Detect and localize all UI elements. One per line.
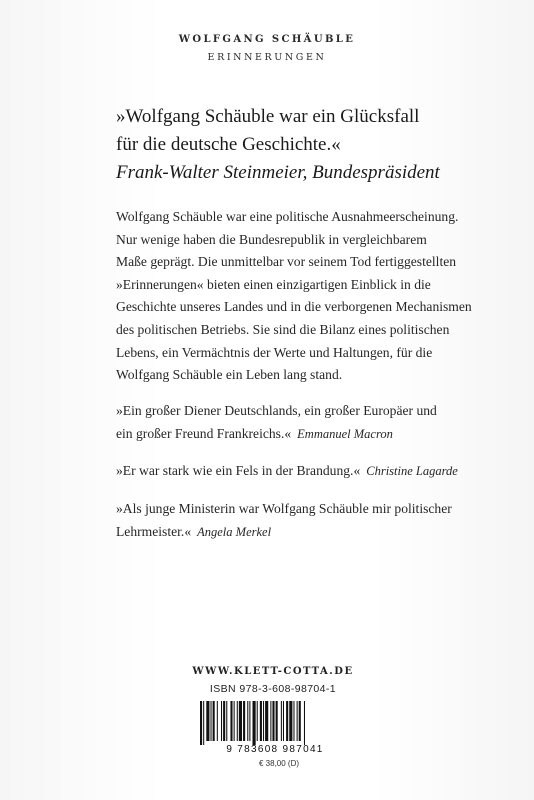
blurb-text bbox=[116, 206, 534, 387]
barcode-bar bbox=[283, 701, 284, 741]
barcode-bar bbox=[270, 701, 271, 741]
main-quote-line-2: für die deutsche Geschichte.« bbox=[116, 134, 341, 155]
quote-line bbox=[116, 423, 516, 446]
barcode-bar bbox=[286, 701, 288, 741]
barcode-bar bbox=[297, 701, 298, 741]
barcode-bar bbox=[247, 701, 248, 741]
author-name: WOLFGANG SCHÄUBLE bbox=[178, 34, 356, 45]
barcode-bar bbox=[237, 701, 238, 741]
blurb-line: Nur wenige haben die Bundesrepublik in vergleichbarem bbox=[116, 231, 427, 247]
barcode-digits: 9 783608 987041 bbox=[226, 744, 324, 755]
main-quote bbox=[116, 103, 516, 187]
quote-line: »Ein großer Diener Deutschlands, ein großer Europäer und bbox=[116, 403, 437, 418]
barcode-bar bbox=[200, 701, 202, 745]
barcode-bar bbox=[289, 701, 292, 741]
quote-text: ein großer Freund Frankreichs.« bbox=[116, 425, 292, 441]
blurb-line: Lebens, ein Vermächtnis der Werte und Haltungen, für die bbox=[116, 344, 433, 360]
blurb-line: Wolfgang Schäuble ein Leben lang stand. bbox=[116, 367, 343, 383]
quote-line bbox=[116, 460, 516, 483]
barcode-bar bbox=[213, 701, 215, 741]
barcode-bar bbox=[203, 701, 204, 745]
blurb-line: Maße geprägt. Die unmittelbar vor seinem Tod fertiggestellten bbox=[116, 254, 457, 270]
barcode-bar bbox=[211, 701, 212, 741]
barcode-bar bbox=[206, 701, 209, 741]
main-quote-attribution: Frank-Walter Steinmeier, Bundespräsident bbox=[116, 162, 440, 183]
barcode-bar bbox=[223, 701, 225, 741]
main-quote-line-1: »Wolfgang Schäuble war ein Glücksfall bbox=[116, 106, 420, 127]
quote-text: »Er war stark wie ein Fels in der Brandung.« bbox=[116, 463, 361, 478]
quote-author: Angela Merkel bbox=[197, 524, 272, 539]
barcode-bar bbox=[304, 701, 305, 745]
quote-line bbox=[116, 521, 516, 544]
cover-header bbox=[0, 33, 534, 65]
quote-lagarde bbox=[116, 460, 516, 483]
blurb-line: Geschichte unseres Landes und in die verborgenen Mechanismen bbox=[116, 299, 472, 315]
blurb-line: »Erinnerungen« bieten einen einzigartigen Einblick in die bbox=[116, 276, 431, 292]
book-title: ERINNERUNGEN bbox=[207, 52, 327, 63]
quote-line: »Als junge Ministerin war Wolfgang Schäuble mir politischer bbox=[116, 501, 452, 516]
price-label: € 38,00 (D) bbox=[259, 759, 300, 768]
barcode-bar bbox=[253, 701, 256, 745]
quote-author: Christine Lagarde bbox=[366, 464, 458, 478]
barcode-bar bbox=[263, 701, 264, 741]
quote-author: Emmanuel Macron bbox=[297, 426, 393, 441]
barcode-icon bbox=[198, 701, 338, 745]
barcode-bar bbox=[276, 701, 278, 741]
barcode-bar bbox=[221, 701, 222, 741]
barcode-bar bbox=[299, 701, 301, 741]
barcode-bar bbox=[217, 701, 218, 741]
barcode-bar bbox=[226, 701, 227, 741]
barcode-bar bbox=[243, 701, 245, 741]
quote-macron bbox=[116, 400, 516, 445]
barcode-bar bbox=[293, 701, 294, 741]
barcode-bar bbox=[265, 701, 268, 741]
barcode-bar bbox=[234, 701, 235, 741]
blurb-line: Wolfgang Schäuble war eine politische Ausnahmeerscheinung. bbox=[116, 209, 459, 224]
blurb-line: des politischen Betriebs. Sie sind die Bilanz eines politischen bbox=[116, 321, 450, 337]
quote-text: Lehrmeister.« bbox=[116, 523, 192, 539]
quote-merkel bbox=[116, 498, 516, 543]
publisher-url: WWW.KLETT-COTTA.DE bbox=[192, 666, 354, 677]
isbn-number: ISBN 978-3-608-98704-1 bbox=[209, 683, 337, 695]
barcode-bar bbox=[230, 701, 232, 741]
barcode-bar bbox=[257, 701, 258, 741]
barcode-bar bbox=[239, 701, 242, 741]
barcode-bar bbox=[281, 701, 282, 741]
barcode-bar bbox=[260, 701, 262, 741]
barcode-bar bbox=[272, 701, 274, 741]
barcode-bar bbox=[249, 701, 250, 741]
